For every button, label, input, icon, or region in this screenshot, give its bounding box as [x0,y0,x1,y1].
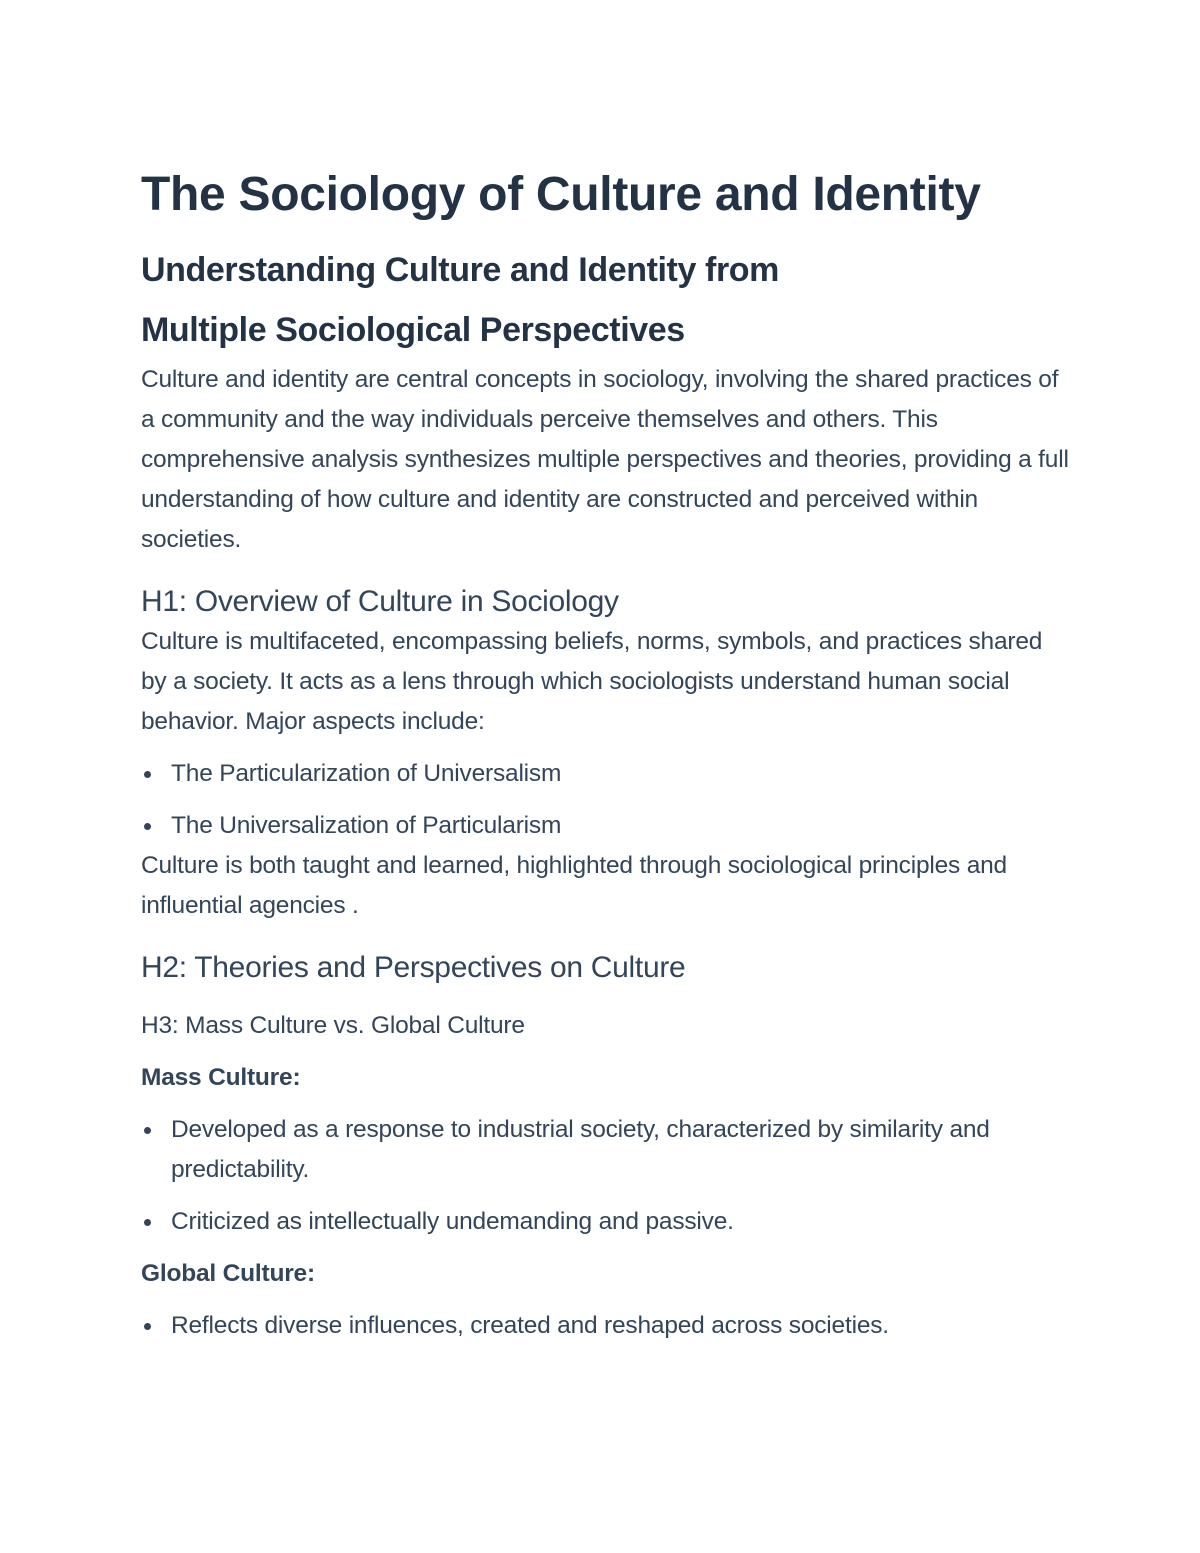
list-item [141,1110,1071,1190]
section-overview-heading: H1: Overview of Culture in Sociology [141,585,619,618]
document-page [141,160,1071,1346]
subtitle-line-2: Multiple Sociological Perspectives [141,311,685,349]
section-theories-heading: H2: Theories and Perspectives on Culture [141,951,686,984]
bullet-icon [144,1219,151,1226]
document-title: The Sociology of Culture and Identity [141,168,981,221]
mass-vs-global-subheading: H3: Mass Culture vs. Global Culture [141,1012,525,1039]
bullet-icon [144,1127,151,1134]
list-item [141,1202,1071,1242]
subtitle-line-1: Understanding Culture and Identity from [141,251,779,289]
bullet-icon [144,1323,151,1330]
list-item-text: Developed as a response to industrial society, characterized by similarity and predictability. [171,1116,990,1183]
list-item [141,806,1071,846]
aspects-list [141,754,1071,846]
list-item-text: The Particularization of Universalism [171,760,562,787]
list-item-text: Reflects diverse influences, created and reshaped across societies. [171,1312,889,1339]
document-subtitle [141,240,1071,360]
global-culture-label: Global Culture: [141,1260,315,1287]
global-culture-list [141,1306,1071,1346]
section-overview-closing: Culture is both taught and learned, highlighted through sociological principles and influential agencies . [141,852,1007,919]
bullet-icon [144,823,151,830]
mass-culture-list [141,1110,1071,1242]
list-item-text: Criticized as intellectually undemanding and passive. [171,1208,734,1235]
list-item [141,1306,1071,1346]
bullet-icon [144,771,151,778]
list-item-text: The Universalization of Particularism [171,812,562,839]
list-item [141,754,1071,794]
section-overview-paragraph: Culture is multifaceted, encompassing beliefs, norms, symbols, and practices shared by a society. It acts as a lens through which sociologists understand human social behavior. Major aspects include: [141,628,1043,735]
mass-culture-label: Mass Culture: [141,1064,301,1091]
intro-paragraph: Culture and identity are central concepts in sociology, involving the shared practices of a community and the way individuals perceive themselves and others. This comprehensive analysis synthesizes multiple perspectives and theories, providing a full understanding of how culture and identity are constructed and perceived within societies. [141,366,1069,553]
